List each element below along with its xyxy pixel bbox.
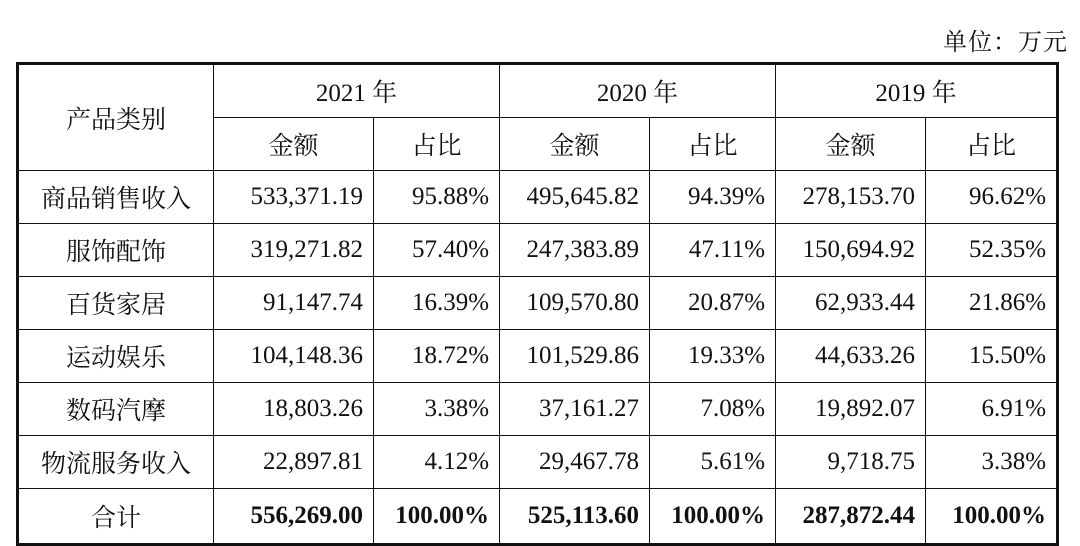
cell-amount: 150,694.92 — [776, 224, 926, 277]
unit-label: 单位：万元 — [943, 28, 1068, 56]
cell-amount: 533,371.19 — [214, 171, 374, 224]
cell-amount: 9,718.75 — [776, 436, 926, 489]
cell-ratio: 94.39% — [650, 171, 776, 224]
cell-ratio: 57.40% — [374, 224, 500, 277]
cell-amount: 19,892.07 — [776, 383, 926, 436]
cell-amount: 101,529.86 — [500, 330, 650, 383]
cell-ratio: 20.87% — [650, 277, 776, 330]
table-row — [18, 383, 1058, 436]
cell-amount: 109,570.80 — [500, 277, 650, 330]
revenue-table — [16, 62, 1059, 546]
header-row-years — [18, 64, 1058, 118]
total-ratio: 100.00% — [374, 489, 500, 545]
cell-ratio: 16.39% — [374, 277, 500, 330]
total-row — [18, 489, 1058, 545]
cell-ratio: 6.91% — [926, 383, 1058, 436]
cell-amount: 22,897.81 — [214, 436, 374, 489]
total-ratio: 100.00% — [926, 489, 1058, 545]
amount-header: 金额 — [214, 118, 374, 171]
cell-ratio: 21.86% — [926, 277, 1058, 330]
total-amount: 556,269.00 — [214, 489, 374, 545]
cell-amount: 37,161.27 — [500, 383, 650, 436]
year-header-2019: 2019 年 — [776, 64, 1058, 118]
cell-amount: 44,633.26 — [776, 330, 926, 383]
cell-ratio: 47.11% — [650, 224, 776, 277]
cell-amount: 247,383.89 — [500, 224, 650, 277]
row-category: 数码汽摩 — [18, 383, 214, 436]
ratio-header: 占比 — [650, 118, 776, 171]
cell-amount: 91,147.74 — [214, 277, 374, 330]
year-header-2021: 2021 年 — [214, 64, 500, 118]
amount-header: 金额 — [776, 118, 926, 171]
cell-ratio: 3.38% — [374, 383, 500, 436]
cell-ratio: 18.72% — [374, 330, 500, 383]
row-category: 百货家居 — [18, 277, 214, 330]
total-ratio: 100.00% — [650, 489, 776, 545]
cell-ratio: 4.12% — [374, 436, 500, 489]
row-category: 运动娱乐 — [18, 330, 214, 383]
amount-header: 金额 — [500, 118, 650, 171]
cell-ratio: 19.33% — [650, 330, 776, 383]
table-row — [18, 171, 1058, 224]
cell-ratio: 15.50% — [926, 330, 1058, 383]
total-label: 合计 — [18, 489, 214, 545]
cell-ratio: 7.08% — [650, 383, 776, 436]
total-amount: 287,872.44 — [776, 489, 926, 545]
cell-ratio: 96.62% — [926, 171, 1058, 224]
ratio-header: 占比 — [374, 118, 500, 171]
cell-ratio: 3.38% — [926, 436, 1058, 489]
row-category: 商品销售收入 — [18, 171, 214, 224]
year-header-2020: 2020 年 — [500, 64, 776, 118]
cell-amount: 62,933.44 — [776, 277, 926, 330]
cell-amount: 18,803.26 — [214, 383, 374, 436]
cell-amount: 495,645.82 — [500, 171, 650, 224]
cell-amount: 29,467.78 — [500, 436, 650, 489]
cell-ratio: 5.61% — [650, 436, 776, 489]
cell-ratio: 95.88% — [374, 171, 500, 224]
total-amount: 525,113.60 — [500, 489, 650, 545]
cell-amount: 278,153.70 — [776, 171, 926, 224]
cell-ratio: 52.35% — [926, 224, 1058, 277]
table-row — [18, 330, 1058, 383]
table-row — [18, 224, 1058, 277]
cell-amount: 104,148.36 — [214, 330, 374, 383]
row-category: 服饰配饰 — [18, 224, 214, 277]
table-row — [18, 436, 1058, 489]
table-row — [18, 277, 1058, 330]
cell-amount: 319,271.82 — [214, 224, 374, 277]
ratio-header: 占比 — [926, 118, 1058, 171]
row-category: 物流服务收入 — [18, 436, 214, 489]
category-header: 产品类别 — [18, 64, 214, 171]
